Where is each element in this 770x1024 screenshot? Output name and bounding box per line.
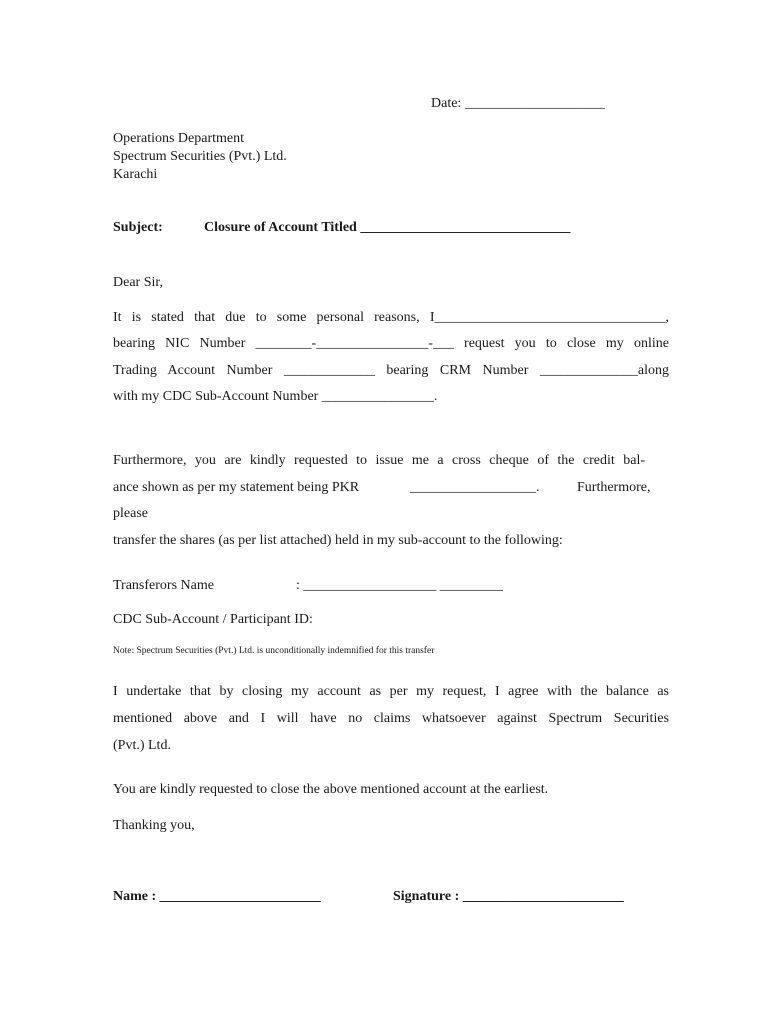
para2-line4: transfer the shares (as per list attached) held in my sub-account to the following:: [113, 533, 563, 548]
para1-line2: bearing NIC Number ________-________________-___ request you to close my online: [113, 336, 669, 351]
subject-label: Subject:: [113, 220, 163, 235]
name-field: Name : _______________________: [113, 889, 321, 904]
cdc-participant-line: CDC Sub-Account / Participant ID:: [113, 612, 313, 627]
para2-line2-end: Furthermore,: [577, 480, 651, 495]
date-line: Date: ____________________: [431, 96, 605, 111]
transferors-label: Transferors Name: [113, 578, 214, 593]
recipient-company: Spectrum Securities (Pvt.) Ltd.: [113, 149, 287, 164]
para1-line4: with my CDC Sub-Account Number ________________.: [113, 389, 438, 404]
para2-line1: Furthermore, you are kindly requested to issue me a cross cheque of the credit bal-: [113, 453, 645, 468]
para3-line1: I undertake that by closing my account as per my request, I agree with the balance as: [113, 684, 669, 699]
subject-text: Closure of Account Titled ______________________________: [204, 220, 571, 235]
para1-line3: Trading Account Number _____________ bearing CRM Number ______________along: [113, 363, 669, 378]
indemnity-note: Note: Spectrum Securities (Pvt.) Ltd. is unconditionally indemnified for this transfer: [113, 646, 435, 656]
salutation: Dear Sir,: [113, 275, 163, 290]
para2-line2-text: ance shown as per my statement being PKR: [113, 480, 360, 495]
transferors-value: : ___________________ _________: [296, 578, 503, 593]
para2-line2-amount: __________________.: [410, 480, 540, 495]
recipient-department: Operations Department: [113, 131, 245, 146]
para2-line3: please: [113, 506, 148, 521]
closing-request: You are kindly requested to close the above mentioned account at the earliest.: [113, 782, 549, 797]
para3-line3: (Pvt.) Ltd.: [113, 738, 171, 753]
thanks-line: Thanking you,: [113, 818, 195, 833]
recipient-city: Karachi: [113, 167, 158, 182]
para1-line1: It is stated that due to some personal reasons, I_________________________________,: [113, 310, 669, 325]
signature-field: Signature : _______________________: [393, 889, 624, 904]
para3-line2: mentioned above and I will have no claims whatsoever against Spectrum Securities: [113, 711, 669, 726]
